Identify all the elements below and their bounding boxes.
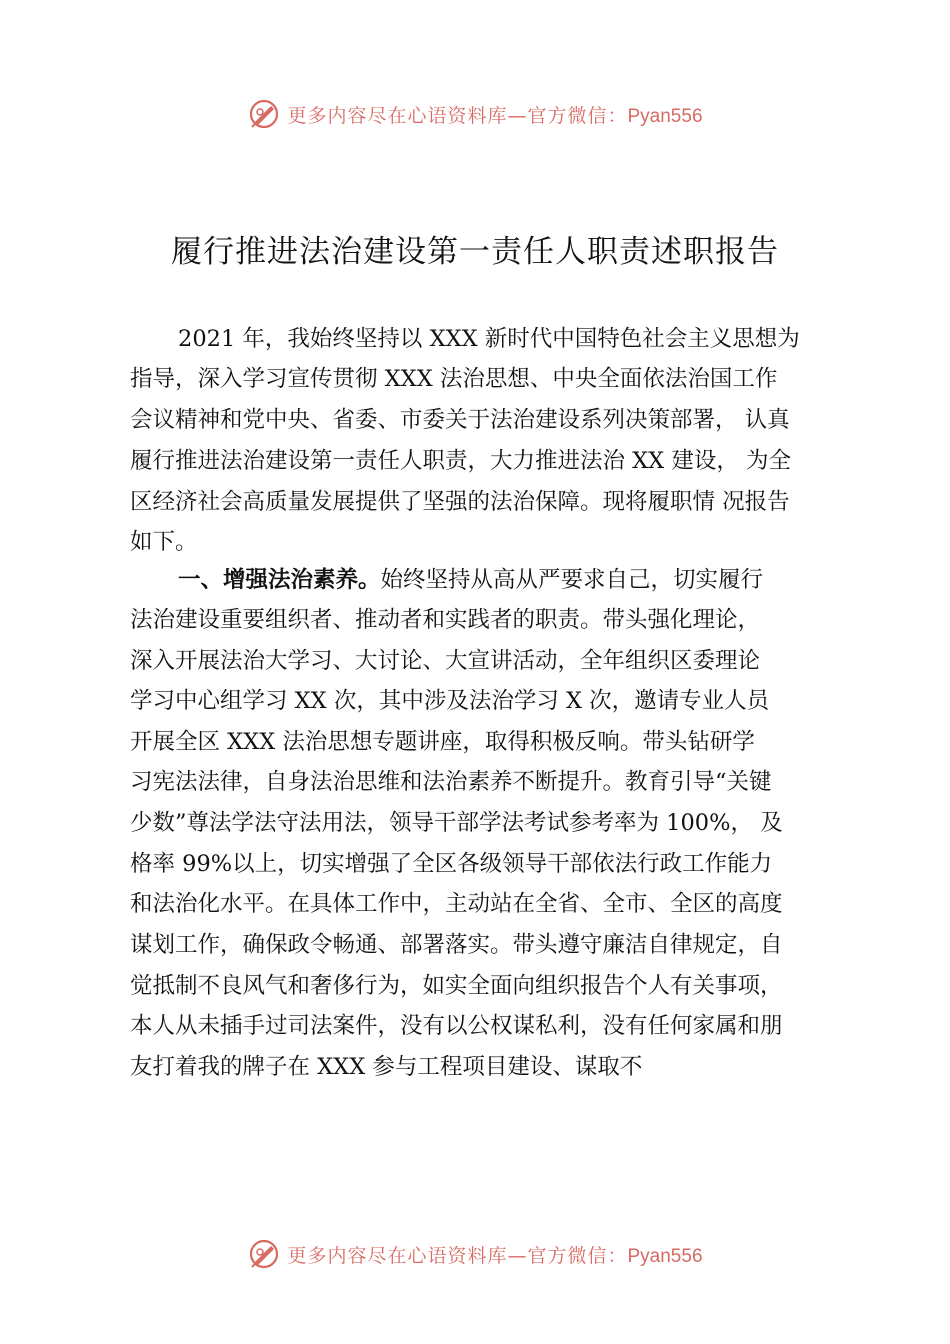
section-text: 始终坚持从高从严要求自己，切实履行 [380, 567, 764, 593]
pen-logo-icon [247, 1237, 281, 1271]
text-line: 会议精神和党中央、省委、市委关于法治建设系列决策部署， 认真 [130, 407, 790, 433]
text-line: 如下。 [130, 529, 198, 555]
watermark-text: 更多内容尽在心语资料库—官方微信：Pyan556 [287, 1244, 703, 1267]
text-line: 习宪法法律，自身法治思维和法治素养不断提升。教育引导“关键 [130, 769, 772, 795]
text-line: 学习中心组学习 XX 次，其中涉及法治学习 X 次，邀请专业人员 [130, 688, 770, 714]
text-line: 法治建设重要组织者、推动者和实践者的职责。带头强化理论， [130, 607, 761, 633]
watermark-footer [0, 1234, 950, 1274]
text-line: 区经济社会高质量发展提供了坚强的法治保障。现将履职情 况报告 [130, 489, 790, 515]
watermark-header [0, 94, 950, 134]
watermark-wechat-id: Pyan556 [627, 1245, 703, 1267]
text-line: 履行推进法治建设第一责任人职责，大力推进法治 XX 建设， 为全 [130, 448, 791, 474]
watermark-wechat-id: Pyan556 [627, 105, 703, 127]
text-line: 友打着我的牌子在 XXX 参与工程项目建设、谋取不 [130, 1054, 643, 1080]
text-line: 和法治化水平。在具体工作中，主动站在全省、全市、全区的高度 [130, 891, 783, 917]
text-line: 谋划工作，确保政令畅通、部署落实。带头遵守廉洁自律规定，自 [130, 932, 783, 958]
text-line: 格率 99%以上，切实增强了全区各级领导干部依法行政工作能力 [130, 851, 773, 877]
document-title: 履行推进法治建设第一责任人职责述职报告 [171, 234, 779, 270]
text-line: 本人从未插手过司法案件，没有以公权谋私利，没有任何家属和朋 [130, 1013, 783, 1039]
text-line: 觉抵制不良风气和奢侈行为，如实全面向组织报告个人有关事项， [130, 973, 783, 999]
text-line: 深入开展法治大学习、大讨论、大宣讲活动，全年组织区委理论 [130, 648, 761, 674]
pen-logo-icon [247, 97, 281, 131]
text-line: 开展全区 XXX 法治思想专题讲座，取得积极反响。带头钻研学 [130, 729, 755, 755]
text-line: 指导，深入学习宣传贯彻 XXX 法治思想、中央全面依法治国工作 [130, 366, 778, 392]
section-heading: 一、增强法治素养。 [178, 567, 381, 593]
text-line: 少数”尊法学法守法用法，领导干部学法考试参考率为 100%， 及 [130, 810, 783, 836]
text-line [178, 565, 763, 595]
text-line: 2021 年，我始终坚持以 XXX 新时代中国特色社会主义思想为 [178, 326, 800, 352]
watermark-text: 更多内容尽在心语资料库—官方微信：Pyan556 [287, 104, 703, 127]
